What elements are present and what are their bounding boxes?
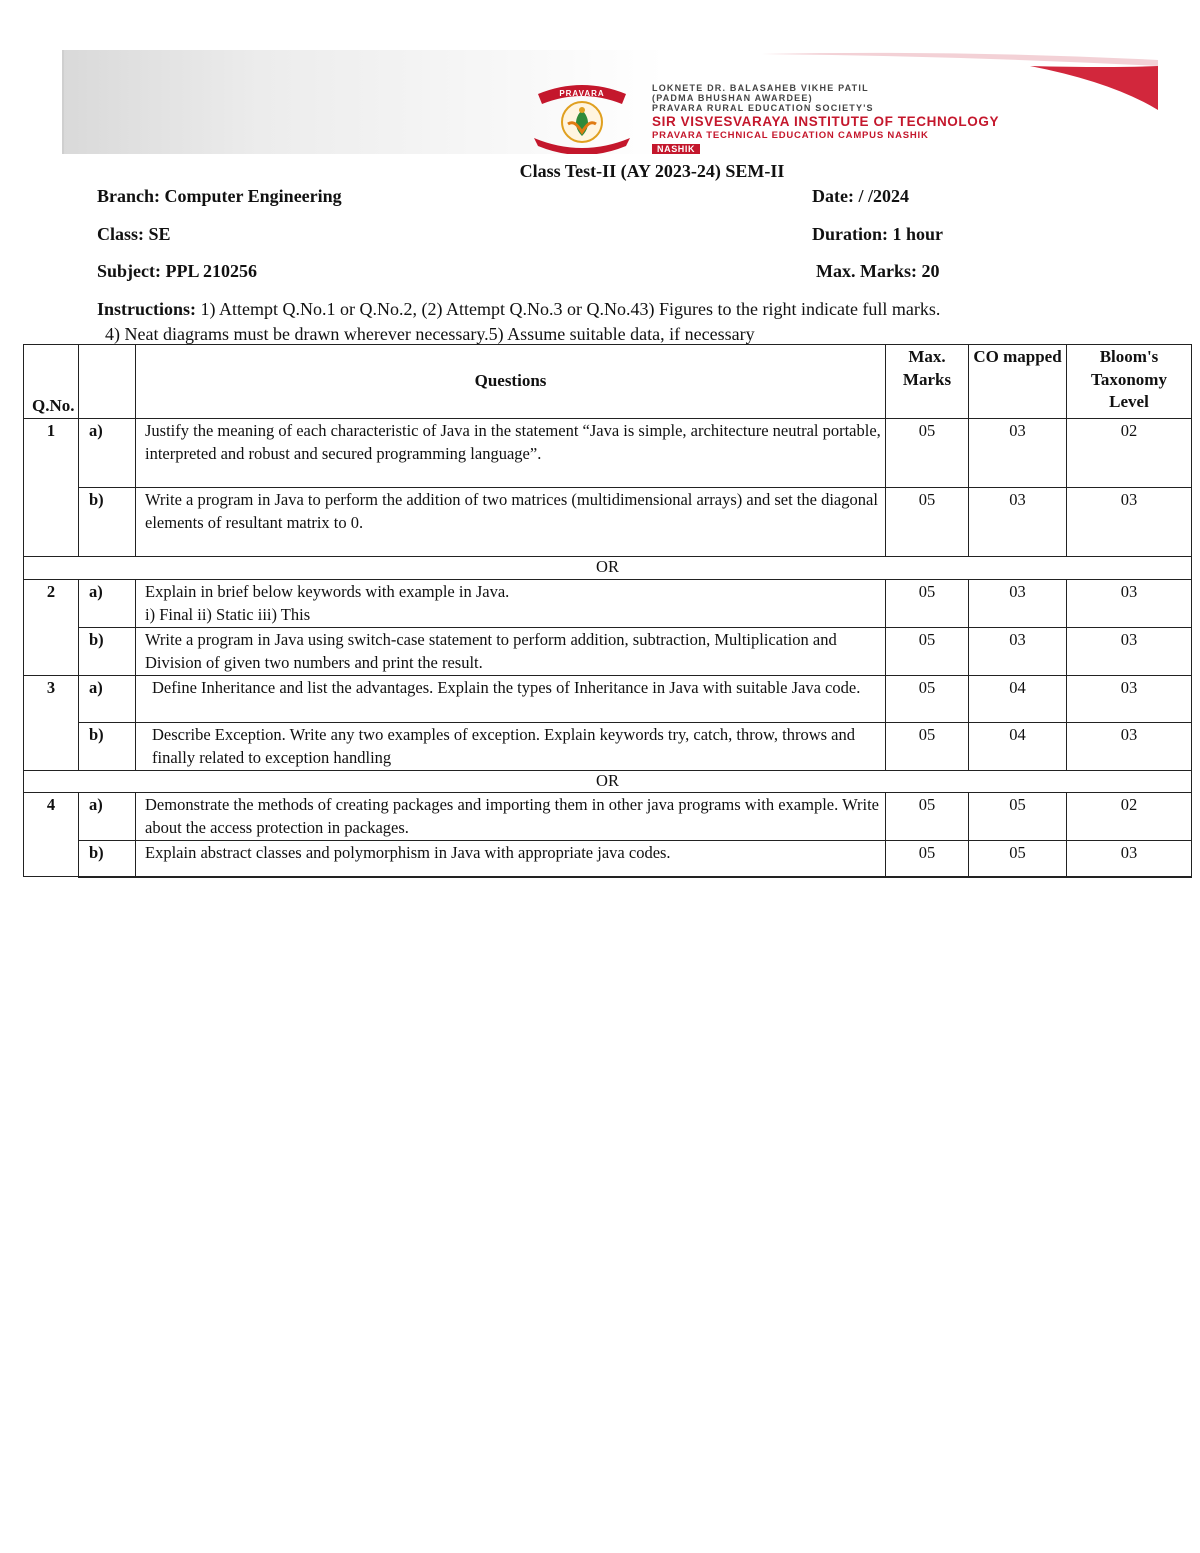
duration-label: Duration: 1 hour xyxy=(812,224,944,244)
question-text xyxy=(136,580,886,628)
max-marks-cell: 05 xyxy=(886,488,969,557)
max-marks-cell: 05 xyxy=(886,793,969,841)
header-part xyxy=(79,345,136,419)
or-separator: OR xyxy=(24,557,1192,580)
instructions-line-2: 4) Neat diagrams must be drawn wherever necessary.5) Assume suitable data, if necessary xyxy=(105,324,755,344)
max-marks-cell: 05 xyxy=(886,580,969,628)
question-part: a) xyxy=(79,580,136,628)
max-marks-cell: 05 xyxy=(886,628,969,676)
or-separator: OR xyxy=(24,771,1192,793)
institute-award-line: (PADMA BHUSHAN AWARDEE) xyxy=(652,93,813,103)
header-co-mapped: CO mapped xyxy=(969,345,1067,419)
institute-campus: PRAVARA TECHNICAL EDUCATION CAMPUS NASHIK xyxy=(652,129,929,141)
table-row xyxy=(24,793,1192,841)
question-text-line: Explain in brief below keywords with example in Java. xyxy=(145,582,510,601)
blooms-level-cell: 03 xyxy=(1067,676,1192,723)
question-part: a) xyxy=(79,676,136,723)
question-text: Explain abstract classes and polymorphism in Java with appropriate java codes. xyxy=(136,841,886,877)
instructions-label: Instructions: xyxy=(97,299,197,319)
header-blooms-level: Bloom's Taxonomy Level xyxy=(1067,345,1192,419)
co-mapped-cell: 03 xyxy=(969,628,1067,676)
blooms-level-cell: 02 xyxy=(1067,419,1192,488)
co-mapped-cell: 03 xyxy=(969,580,1067,628)
question-part: a) xyxy=(79,793,136,841)
institute-name: SIR VISVESVARAYA INSTITUTE OF TECHNOLOGY xyxy=(652,114,1000,129)
question-text: Write a program in Java to perform the addition of two matrices (multidimensional arrays) and set the diagonal elements of resultant matrix to 0. xyxy=(136,488,886,557)
co-mapped-cell: 05 xyxy=(969,841,1067,877)
date-label: Date: / /2024 xyxy=(812,186,909,206)
question-text: Write a program in Java using switch-case statement to perform addition, subtraction, Multiplication and Division of given two numbers and print the result. xyxy=(136,628,886,676)
table-row xyxy=(24,676,1192,723)
institute-city-badge: NASHIK xyxy=(652,144,700,154)
table-row xyxy=(24,628,1192,676)
question-text: Demonstrate the methods of creating packages and importing them in other java programs with example. Write about the access protection in packages. xyxy=(136,793,886,841)
branch-label: Branch: Computer Engineering xyxy=(97,186,342,206)
header-qno: Q.No. xyxy=(24,345,79,419)
blooms-level-cell: 03 xyxy=(1067,723,1192,771)
header-questions: Questions xyxy=(136,345,886,419)
max-marks-cell: 05 xyxy=(886,841,969,877)
co-mapped-cell: 04 xyxy=(969,723,1067,771)
instructions xyxy=(97,297,940,347)
institute-banner xyxy=(62,50,1158,154)
table-row xyxy=(24,580,1192,628)
blooms-level-cell: 03 xyxy=(1067,841,1192,877)
class-label: Class: SE xyxy=(97,224,171,244)
question-table xyxy=(23,344,1192,878)
question-text-line: i) Final ii) Static iii) This xyxy=(145,604,311,624)
co-mapped-cell: 04 xyxy=(969,676,1067,723)
max-marks-cell: 05 xyxy=(886,676,969,723)
table-row xyxy=(24,841,1192,877)
instructions-line-1: 1) Attempt Q.No.1 or Q.No.2, (2) Attempt Q.No.3 or Q.No.43) Figures to the right indicate full marks. xyxy=(196,299,941,319)
question-number: 4 xyxy=(24,793,79,877)
or-row xyxy=(24,557,1192,580)
question-number: 2 xyxy=(24,580,79,676)
co-mapped-cell: 05 xyxy=(969,793,1067,841)
institute-logo xyxy=(524,80,640,154)
max-marks-cell: 05 xyxy=(886,419,969,488)
blooms-level-cell: 03 xyxy=(1067,580,1192,628)
question-part: b) xyxy=(79,723,136,771)
question-part: b) xyxy=(79,628,136,676)
test-title: Class Test-II (AY 2023-24) SEM-II xyxy=(519,161,785,181)
max-marks-cell: 05 xyxy=(886,723,969,771)
table-row xyxy=(24,723,1192,771)
or-row xyxy=(24,771,1192,793)
blooms-level-cell: 03 xyxy=(1067,488,1192,557)
blooms-level-cell: 03 xyxy=(1067,628,1192,676)
question-text: Define Inheritance and list the advantages. Explain the types of Inheritance in Java with suitable Java code. xyxy=(136,676,886,723)
table-header-row xyxy=(24,345,1192,419)
question-part: a) xyxy=(79,419,136,488)
institute-society-line: PRAVARA RURAL EDUCATION SOCIETY'S xyxy=(652,103,874,113)
table-row xyxy=(24,488,1192,557)
co-mapped-cell: 03 xyxy=(969,419,1067,488)
question-number: 1 xyxy=(24,419,79,557)
blooms-level-cell: 02 xyxy=(1067,793,1192,841)
question-number: 3 xyxy=(24,676,79,771)
header-max-marks: Max. Marks xyxy=(886,345,969,419)
institute-text-block xyxy=(652,84,999,154)
question-part: b) xyxy=(79,488,136,557)
institute-patron-line: LOKNETE DR. BALASAHEB VIKHE PATIL xyxy=(652,83,869,93)
question-text: Describe Exception. Write any two examples of exception. Explain keywords try, catch, throw, throws and finally related to exception handling xyxy=(136,723,886,771)
max-marks-label: Max. Marks: 20 xyxy=(816,261,940,281)
logo-ribbon-text: PRAVARA xyxy=(559,89,605,98)
subject-label: Subject: PPL 210256 xyxy=(97,261,257,281)
question-text: Justify the meaning of each characteristic of Java in the statement “Java is simple, architecture neutral portable, interpreted and robust and secured programming language”. xyxy=(136,419,886,488)
co-mapped-cell: 03 xyxy=(969,488,1067,557)
table-row xyxy=(24,419,1192,488)
question-part: b) xyxy=(79,841,136,877)
